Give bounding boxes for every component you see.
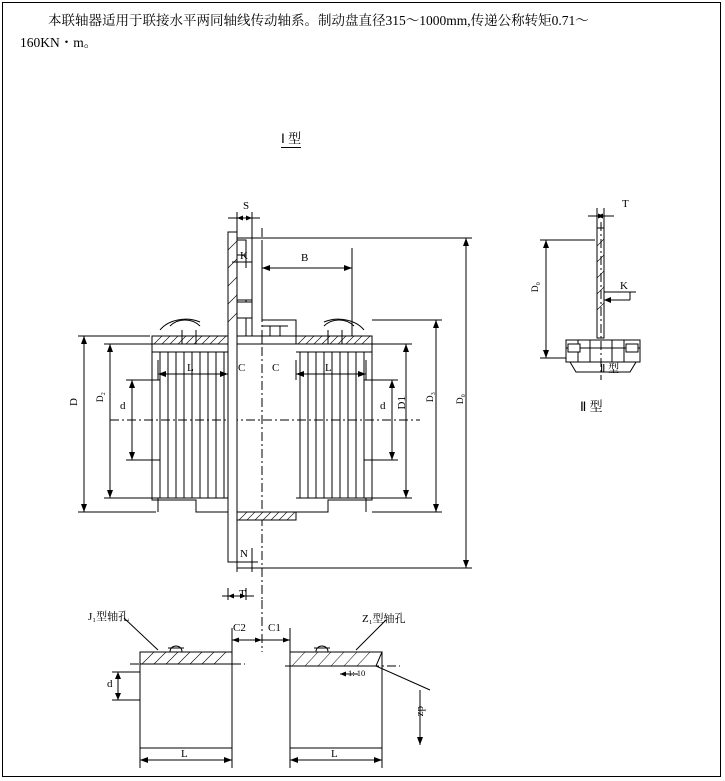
dimension-label-T: T bbox=[239, 588, 246, 600]
dimension-label-D2: D₂ bbox=[96, 392, 106, 403]
dimension-label-L-right: L bbox=[325, 362, 332, 374]
dimension-label-N: N bbox=[240, 548, 248, 560]
dimension-label-S: S bbox=[243, 200, 250, 212]
dimension-label-d-left: d bbox=[120, 400, 126, 412]
dimension-label-d-bore: d bbox=[107, 678, 113, 690]
dimension-label-K: K bbox=[240, 250, 248, 262]
dimension-label-C-left: C bbox=[238, 362, 246, 374]
dimension-label-B: B bbox=[301, 252, 309, 264]
dimension-label-K2: K bbox=[620, 280, 628, 292]
annotation-bore-Z1: Z₁型轴孔 bbox=[362, 613, 406, 625]
figure-type-I-title: Ⅰ 型 bbox=[281, 131, 302, 146]
dimension-label-D0: D₀ bbox=[456, 394, 466, 405]
dimension-label-C1: C1 bbox=[268, 622, 281, 634]
annotation-bore-J1: J₁型轴孔 bbox=[88, 611, 130, 623]
dimension-label-taper: 1: 10 bbox=[348, 668, 366, 678]
description-line-2: 160KN・m。 bbox=[20, 35, 98, 50]
dimension-label-zp: zp bbox=[414, 706, 426, 717]
description-line-1: 本联轴器适用于联接水平两同轴线传动轴系。制动盘直径315～1000mm,传递公称转矩0.71～ bbox=[48, 13, 589, 28]
dimension-label-L-left: L bbox=[187, 362, 194, 374]
dimension-label-D3: D₃ bbox=[426, 392, 436, 403]
dimension-label-C-right: C bbox=[272, 362, 280, 374]
dimension-label-d-right: d bbox=[380, 400, 386, 412]
dimension-label-D0b: D₀ bbox=[531, 282, 541, 293]
dimension-label-D: D bbox=[68, 398, 80, 406]
dimension-label-L-bottom-right: L bbox=[331, 748, 338, 760]
dimension-label-L-bottom-left: L bbox=[181, 748, 188, 760]
figure-type-II-title: Ⅱ 型 bbox=[580, 399, 603, 414]
dimension-label-T2: T bbox=[622, 198, 629, 210]
dimension-label-D1: D1 bbox=[396, 396, 408, 410]
figure-type-II-inner-title: Ⅱ 型 bbox=[600, 363, 620, 375]
dimension-label-C2: C2 bbox=[233, 622, 246, 634]
